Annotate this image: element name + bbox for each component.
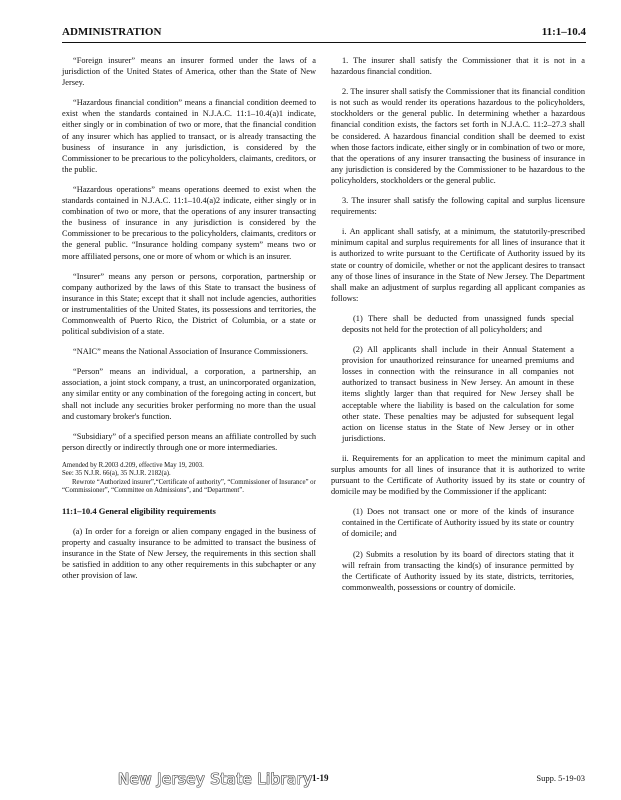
definition-hazardous-operations: “Hazardous operations” means operations deemed to exist when the standards contained in N.J.A.C. 11:1–10.4(a)2 indicate, either singly or in combination of two or more, that the operations of any insurer transacting the business of insurance in any jurisdiction is considered by the Commissioner to be precarious to the policyholders, claimants, creditors or the general public. “Insurance holding company system” means two or more affiliated persons, one or more of whom or which is an insurer. <box>62 184 316 261</box>
definition-hazardous-financial-condition: “Hazardous financial condition” means a financial condition deemed to exist when the standards contained in N.J.A.C. 11:1–10.4(a)1 indicate, either singly or in combination of two or more, that the financial condition of any insurer which has applied to transact, or is already transacting the business of insurance in any jurisdiction, is considered by the Commissioner to be precarious to the policyholders, claimants, creditors, or the public. <box>62 98 316 174</box>
definition-naic: “NAIC” means the National Association of Insurance Commissioners. <box>73 347 308 357</box>
requirement-2: 2. The insurer shall satisfy the Commissioner that its financial condition is not such as would render its operations hazardous to the policyholders, stockholders or the general public. In determining whether a hazardous financial condition exists, the factors set forth in N.J.A.C. 11:2–27.3 shall be considered. A hazardous financial condition shall be deemed to exist when those factors indicate, either singly or in combination of two or more, that the operations of any insurer transacting the business of insurance in any jurisdiction is considered by the Commissioner to be hazardous to the policyholders, stockholders or the general public. <box>331 87 585 185</box>
header-section-number: 11:1–10.4 <box>541 26 586 38</box>
definition-subsidiary: “Subsidiary” of a specified person means an affiliate controlled by such person directly or indirectly through one or more intermediaries. <box>62 431 316 452</box>
running-header <box>62 26 586 40</box>
requirement-3-ii-2: (2) Submits a resolution by its board of directors stating that it will refrain from transacting the kind(s) of insurance permitted by the Certificate of Authority issued by its state, districts, territories, commonwealth, possessions or country of domicile. <box>342 549 574 592</box>
header-rule <box>62 42 586 43</box>
requirement-3-i: i. An applicant shall satisfy, at a minimum, the statutorily-prescribed minimum capital and surplus requirements for all lines of insurance that it is authorized to write pursuant to the Certificate of Authority issued by its state or country of domicile, whether or not the applicant desires to transact any of those lines of insurance in the State of New Jersey. The Department shall make an adjustment of surplus regarding all applicant companies as follows: <box>331 227 585 303</box>
requirement-1: 1. The insurer shall satisfy the Commissioner that it is not in a hazardous financial condition. <box>331 56 585 77</box>
requirement-3-ii: ii. Requirements for an application to meet the minimum capital and surplus amounts for all lines of insurance that it is authorized to write pursuant to the Certificate of Authority issued by its state or country of domicile may be modified by the Commissioner if the applicant: <box>331 453 585 497</box>
page-footer <box>0 770 621 790</box>
requirement-3-i-1: (1) There shall be deducted from unassigned funds special deposits not held for the protection of all policyholders; and <box>342 313 574 334</box>
amendment-line: Amended by R.2003 d.209, effective May 19, 2003. <box>62 461 204 469</box>
header-chapter-title: ADMINISTRATION <box>62 26 162 38</box>
requirement-3: 3. The insurer shall satisfy the following capital and surplus licensure requirements: <box>331 196 585 217</box>
section-title: 11:1–10.4 General eligibility requirements <box>62 505 216 516</box>
definition-insurer: “Insurer” means any person or persons, corporation, partnership or company authorized by the laws of this State to transact the business of insurance in this State; except that it shall not include agencies, authorities or instrumentalities of the United States, its possessions and territories, the Commonwealth of Puerto Rico, the District of Columbia, or a state or political subdivision of a state. <box>62 271 316 337</box>
requirement-3-i-2: (2) All applicants shall include in their Annual Statement a provision for unauthorized reinsurance for unearned premiums and losses in connection with the reinsurance in all companies not authorized to transact business in New Jersey. An amount in these items slightly larger than that required for New Jersey shall be acceptable where the liability is based on the calculation for some other state. These penalties may be adjusted for subsequent legal action on license status in the State of New Jersey or in other jurisdictions. <box>342 345 574 443</box>
definition-foreign-insurer: “Foreign insurer” means an insurer formed under the laws of a jurisdiction of the United States of America, other than the State of New Jersey. <box>62 56 316 88</box>
left-column <box>62 55 316 590</box>
amendment-line: Rewrote “Authorized insurer”,“Certificate of authority”, “Commissioner of Insurance” or “Commissioner”, “Committee on Admissions”, and “Department”. <box>62 478 316 495</box>
library-watermark: New Jersey State Library <box>118 770 313 788</box>
right-column <box>331 55 585 602</box>
amendment-line: See: 35 N.J.R. 66(a), 35 N.J.R. 2182(a). <box>62 470 171 478</box>
definition-person: “Person” means an individual, a corporation, a partnership, an association, a joint stock company, a trust, an unincorporated organization, any similar entity or any combination of the foregoing acting in concert, but shall not include any securities broker performing no more than the usual and customary broker's function. <box>62 367 316 421</box>
requirement-3-ii-1: (1) Does not transact one or more of the kinds of insurance contained in the Certificate of Authority issued by its state or country of domicile; and <box>342 507 574 539</box>
section-paragraph: (a) In order for a foreign or alien company engaged in the business of property and casualty insurance to be admitted to transact the business of insurance in the State of New Jersey, the requirements in this section shall be satisfied in addition to any other requirements in this subchapter or any other provision of law. <box>62 526 316 580</box>
amendment-note <box>62 462 316 496</box>
page-number: 1-19 <box>312 773 329 783</box>
supplement-date: Supp. 5-19-03 <box>536 773 585 783</box>
